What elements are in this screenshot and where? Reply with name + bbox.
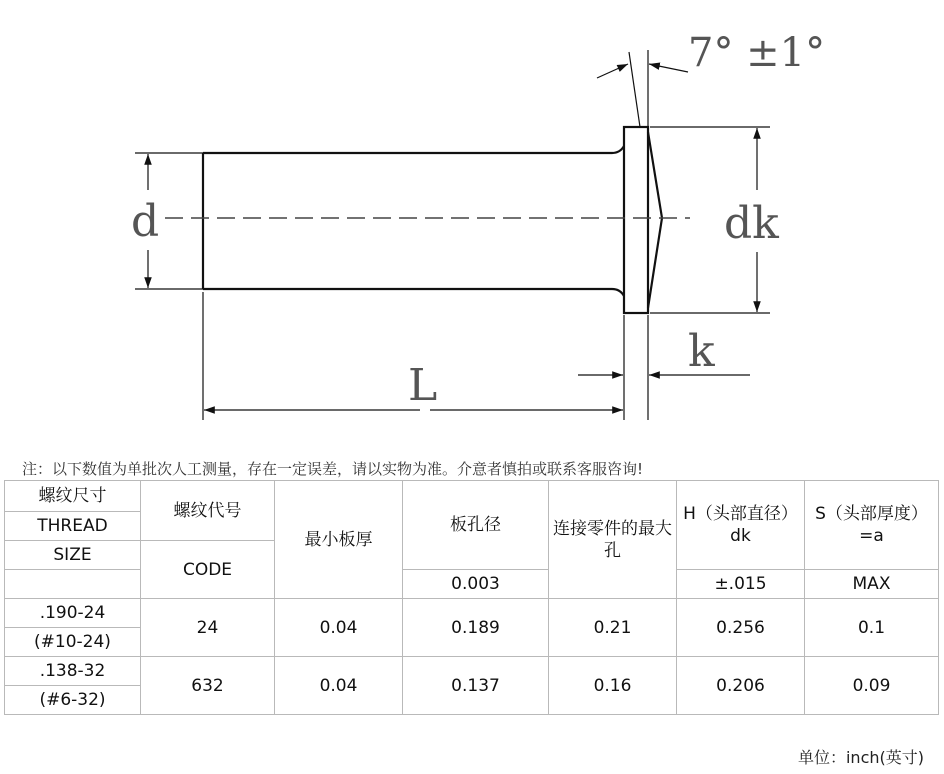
angle-label: 7° ±1° [688,30,826,76]
header-head-thk: S（头部厚度）=a [805,481,939,570]
header-thread-en: THREAD [5,512,141,541]
k-label: k [688,326,715,377]
min-plate-value: 0.04 [275,599,403,657]
header-min-plate: 最小板厚 [275,481,403,599]
header-code-en: CODE [141,541,275,599]
head-thk-value: 0.1 [805,599,939,657]
header-row [5,481,939,512]
thread-code: 24 [141,599,275,657]
header-max-hole: 连接零件的最大孔 [549,481,677,599]
hole-value: 0.137 [403,657,549,715]
header-hole-tolerance: 0.003 [403,570,549,599]
k-dimension [578,315,750,420]
head-dia-value: 0.206 [677,657,805,715]
head-dia-value: 0.256 [677,599,805,657]
max-hole-value: 0.21 [549,599,677,657]
header-empty-cell [5,570,141,599]
header-size-en: SIZE [5,541,141,570]
min-plate-value: 0.04 [275,657,403,715]
thread-size-alt: (#6-32) [5,686,141,715]
header-thread-cn: 螺纹尺寸 [5,481,141,512]
max-hole-value: 0.16 [549,657,677,715]
header-head-dia: H（头部直径）dk [677,481,805,570]
measurement-note: 注：以下数值为单批次人工测量，存在一定误差，请以实物为准。介意者慎拍或联系客服咨询! [22,460,644,478]
table-row [5,657,939,686]
spec-table [4,480,939,715]
hole-value: 0.189 [403,599,549,657]
d-label: d [131,196,160,247]
unit-label: 单位：inch(英寸) [797,748,924,767]
table-row [5,599,939,628]
head-outline [624,127,662,313]
angle-dimension [597,50,688,130]
shank-outline [203,146,624,296]
head-thk-value: 0.09 [805,657,939,715]
thread-size-alt: (#10-24) [5,628,141,657]
L-label: L [408,360,438,411]
thread-code: 632 [141,657,275,715]
header-hole: 板孔径 [403,481,549,570]
header-head-thk-tolerance: MAX [805,570,939,599]
header-head-dia-tolerance: ±.015 [677,570,805,599]
dk-label: dk [724,198,779,249]
header-code-cn: 螺纹代号 [141,481,275,541]
thread-size: .138-32 [5,657,141,686]
thread-size: .190-24 [5,599,141,628]
